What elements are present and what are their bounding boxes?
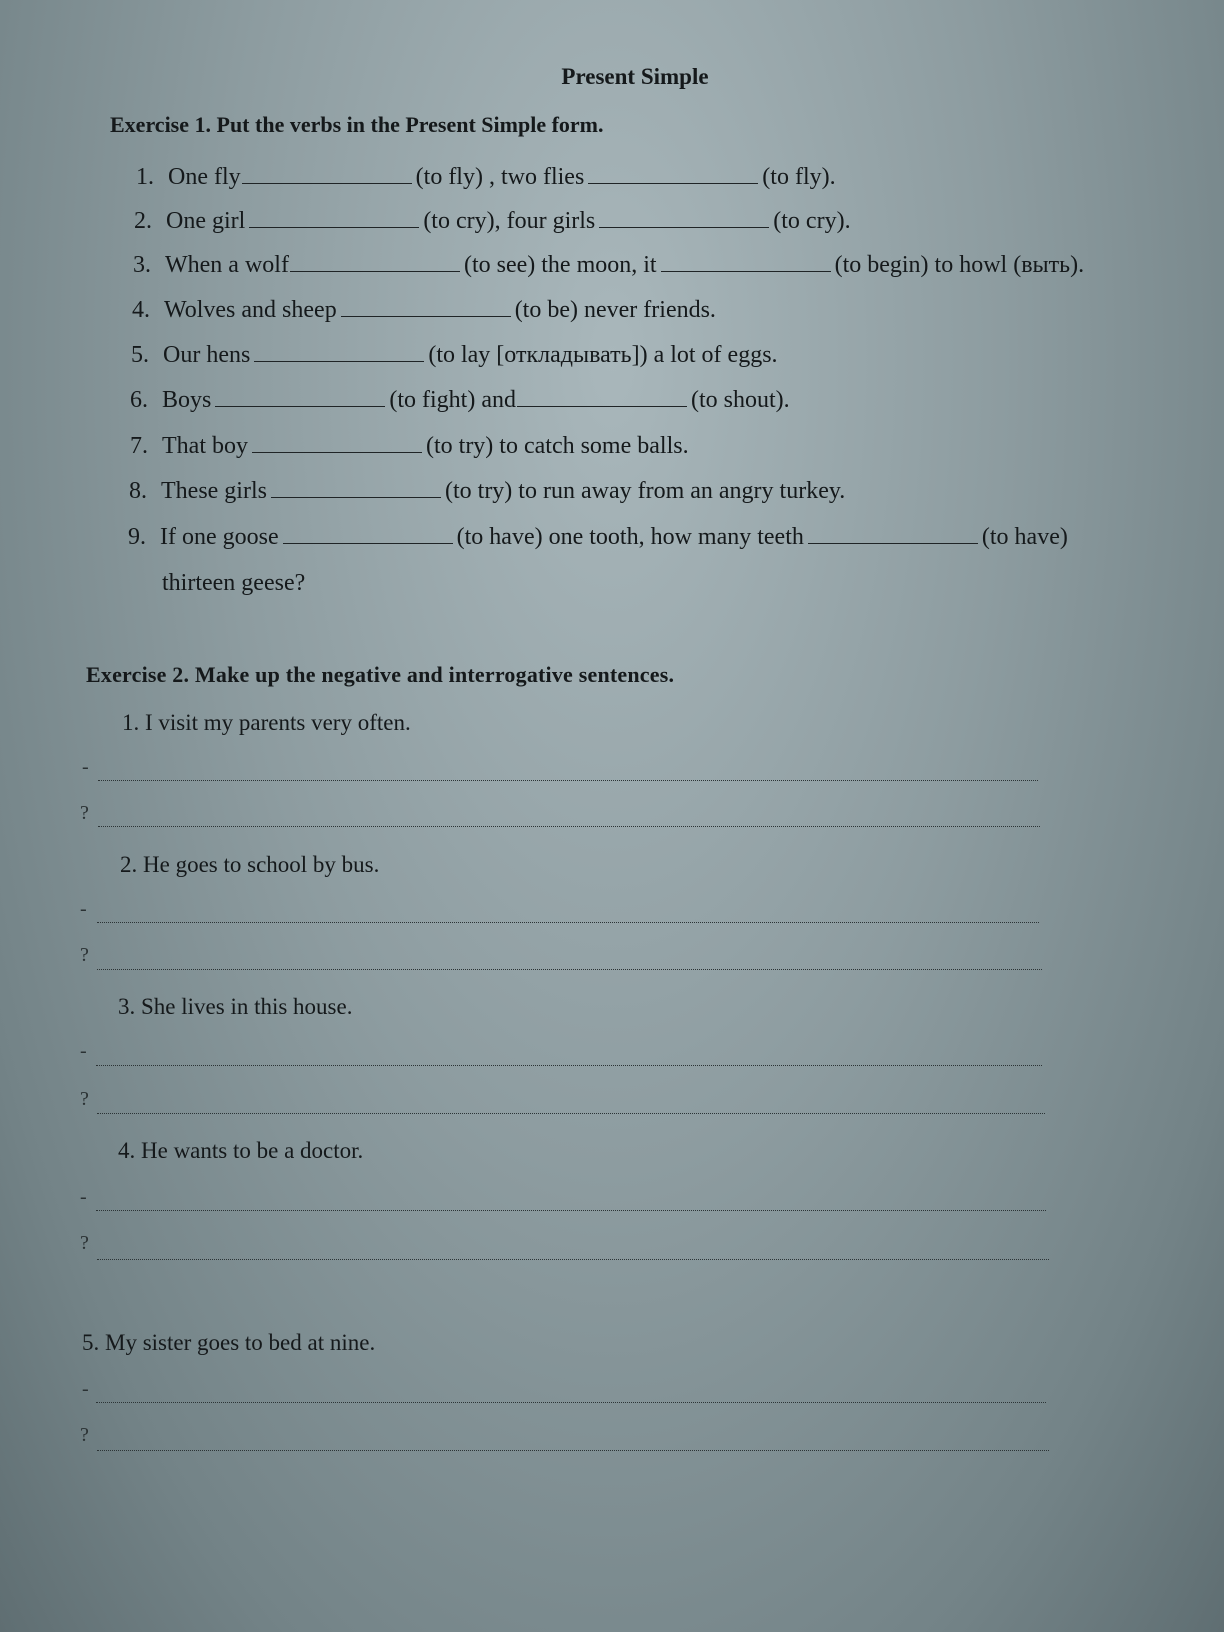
answer-blank[interactable] (242, 165, 412, 184)
answer-blank[interactable] (254, 343, 424, 362)
exercise-1-item: 7. That boy (to try) to catch some balls. (130, 433, 689, 459)
question-mark: ? (80, 1232, 89, 1254)
negative-mark: - (82, 1378, 89, 1400)
negative-answer-line[interactable] (96, 1402, 1046, 1403)
interrogative-answer-line[interactable] (97, 1259, 1049, 1260)
exercise-1-heading: Exercise 1. Put the verbs in the Present Simple form. (110, 112, 604, 137)
answer-blank[interactable] (271, 479, 441, 498)
negative-mark: - (80, 898, 87, 920)
exercise-1-item: 3. When a wolf (to see) the moon, it (to begin) to howl (выть). (133, 252, 1085, 278)
answer-blank[interactable] (249, 209, 419, 228)
exercise-1-item-continuation: thirteen geese? (162, 570, 306, 596)
negative-answer-line[interactable] (96, 1210, 1046, 1211)
answer-blank[interactable] (283, 525, 453, 544)
question-mark: ? (80, 1424, 89, 1446)
page-title: Present Simple (561, 64, 709, 89)
answer-blank[interactable] (808, 525, 978, 544)
answer-blank[interactable] (599, 209, 769, 228)
answer-blank[interactable] (588, 165, 758, 184)
negative-answer-line[interactable] (96, 1065, 1042, 1066)
interrogative-answer-line[interactable] (98, 826, 1040, 827)
negative-mark: - (80, 1040, 87, 1062)
answer-blank[interactable] (290, 253, 460, 272)
negative-mark: - (80, 1186, 87, 1208)
answer-blank[interactable] (661, 253, 831, 272)
exercise-1-item: 5. Our hens (to lay [откладывать]) a lot of eggs. (131, 342, 778, 368)
exercise-1-item: 8. These girls (to try) to run away from an angry turkey. (129, 478, 846, 504)
exercise-1-item: 2. One girl (to cry), four girls (to cry). (134, 208, 851, 234)
answer-blank[interactable] (215, 388, 385, 407)
exercise-2-sentence: 4. He wants to be a doctor. (118, 1138, 364, 1163)
negative-answer-line[interactable] (98, 780, 1038, 781)
question-mark: ? (80, 802, 89, 824)
exercise-2-sentence: 5. My sister goes to bed at nine. (82, 1330, 376, 1355)
answer-blank[interactable] (252, 434, 422, 453)
interrogative-answer-line[interactable] (97, 969, 1042, 970)
exercise-1-item: 6. Boys (to fight) and (to shout). (130, 387, 790, 413)
answer-blank[interactable] (517, 388, 687, 407)
question-mark: ? (80, 1088, 89, 1110)
exercise-2-heading: Exercise 2. Make up the negative and interrogative sentences. (86, 662, 675, 687)
exercise-1-item: 1. One fly (to fly) , two flies (to fly). (136, 164, 836, 190)
exercise-1-item: 4. Wolves and sheep (to be) never friends. (132, 297, 716, 323)
exercise-1-item: 9. If one goose (to have) one tooth, how many teeth (to have) (128, 524, 1068, 550)
interrogative-answer-line[interactable] (97, 1450, 1049, 1451)
question-mark: ? (80, 944, 89, 966)
exercise-2-sentence: 3. She lives in this house. (118, 994, 353, 1019)
exercise-2-sentence: 2. He goes to school by bus. (120, 852, 380, 877)
exercise-2-sentence: 1. I visit my parents very often. (122, 710, 411, 735)
interrogative-answer-line[interactable] (97, 1113, 1045, 1114)
negative-answer-line[interactable] (97, 922, 1039, 923)
negative-mark: - (82, 756, 89, 778)
answer-blank[interactable] (341, 298, 511, 317)
